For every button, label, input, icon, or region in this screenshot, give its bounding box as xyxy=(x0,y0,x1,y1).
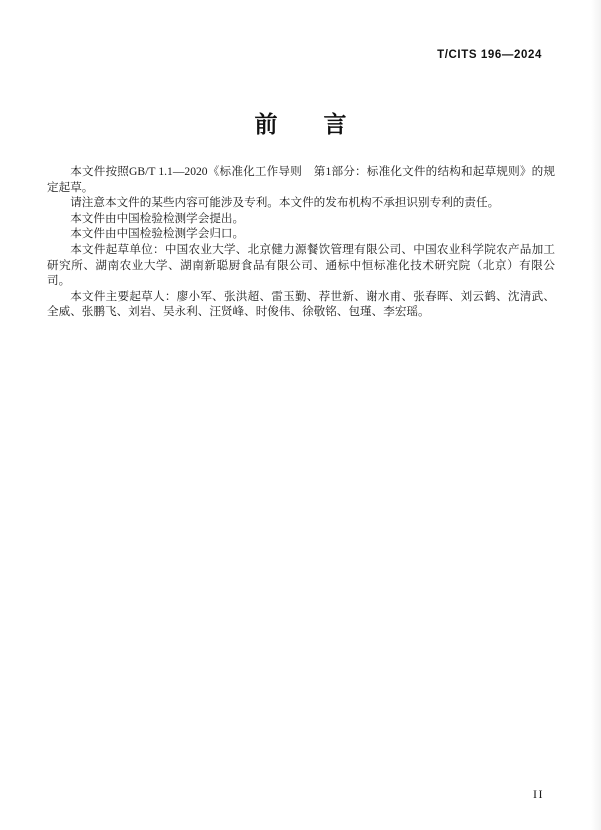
paragraph-main-drafters: 本文件主要起草人：廖小军、张洪超、雷玉勤、荐世新、谢水甫、张春晖、刘云鹤、沈清武、全威、张鹏飞、刘岩、吴永利、汪贤峰、时俊伟、徐敬铭、包瑾、李宏瑶。 xyxy=(47,289,555,319)
paragraph-proposed-by: 本文件由中国检验检测学会提出。 xyxy=(70,211,245,225)
page-title: 前 言 xyxy=(254,111,347,137)
paragraph-drafting-rules: 本文件按照GB/T 1.1—2020《标准化工作导则 第1部分：标准化文件的结构和起草规则》的规定起草。 xyxy=(47,165,555,194)
foreword-body xyxy=(47,164,555,320)
paragraph-patent-notice: 请注意本文件的某些内容可能涉及专利。本文件的发布机构不承担识别专利的责任。 xyxy=(70,196,500,210)
paragraph-managed-by: 本文件由中国检验检测学会归口。 xyxy=(70,227,245,241)
paragraph-drafting-organizations: 本文件起草单位：中国农业大学、北京健力源餐饮管理有限公司、中国农业科学院农产品加工研究所、湖南农业大学、湖南新聪厨食品有限公司、通标中恒标准化技术研究院（北京）有限公司。 xyxy=(47,242,555,288)
page-number: II xyxy=(533,787,544,801)
standard-number-header: T/CITS 196—2024 xyxy=(437,49,542,61)
